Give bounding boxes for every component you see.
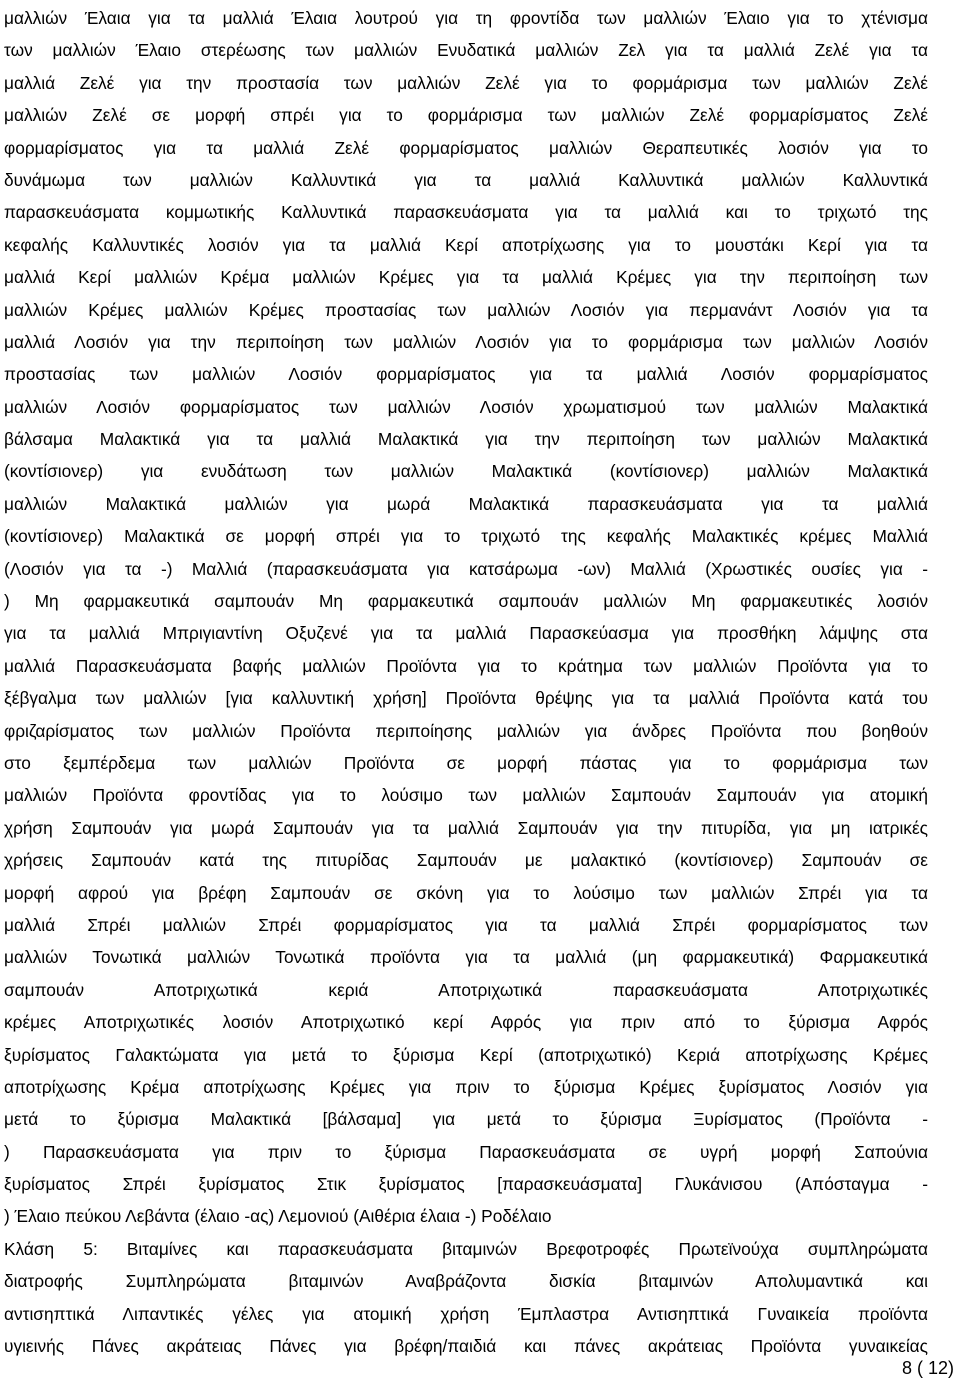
text-line-7: παρασκευάσματα κομμωτικής Καλλυντικά παρασκευάσματα για τα μαλλιά και το τριχωτό της [4, 202, 928, 223]
text-line-36: ) Παρασκευάσματα για πριν το ξύρισμα Παρασκευάσματα σε υγρή μορφή Σαπούνια [4, 1141, 928, 1162]
text-line-30: μαλλιών Τονωτικά μαλλιών Τονωτικά προϊόντα για τα μαλλιά (μη φαρμακευτικά) Φαρμακευτικά [4, 947, 928, 968]
text-line-27: χρήσεις Σαμπουάν κατά της πιτυρίδας Σαμπουάν με μαλακτικό (κοντίσιονερ) Σαμπουάν σε [4, 850, 928, 871]
text-line-28: μορφή αφρού για βρέφη Σαμπουάν σε σκόνη για το λούσιμο των μαλλιών Σπρέι για τα [4, 882, 928, 903]
text-line-4: μαλλιών Ζελέ σε μορφή σπρέι για το φορμάρισμα των μαλλιών Ζελέ φορμαρίσματος Ζελέ [4, 105, 928, 126]
text-line-25: μαλλιών Προϊόντα φροντίδας για το λούσιμο των μαλλιών Σαμπουάν Σαμπουάν για ατομική [4, 785, 928, 806]
text-line-12: προστασίας των μαλλιών Λοσιόν φορμαρίσματος για τα μαλλιά Λοσιόν φορμαρίσματος [4, 364, 928, 385]
text-line-1: μαλλιών Έλαια για τα μαλλιά Έλαια λουτρού για τη φροντίδα των μαλλιών Έλαιο για το χτένισμα [4, 8, 928, 28]
text-line-33: ξυρίσματος Γαλακτώματα για μετά το ξύρισμα Κερί (αποτριχωτικό) Κεριά αποτρίχωσης Κρέμες [4, 1044, 928, 1065]
text-line-14: βάλσαμα Μαλακτικά για τα μαλλιά Μαλακτικά για την περιποίηση των μαλλιών Μαλακτικά [4, 429, 928, 450]
text-line-34: αποτρίχωσης Κρέμα αποτρίχωσης Κρέμες για πριν το ξύρισμα Κρέμες ξυρίσματος Λοσιόν για [4, 1076, 928, 1097]
text-line-13: μαλλιών Λοσιόν φορμαρίσματος των μαλλιών Λοσιόν χρωματισμού των μαλλιών Μαλακτικά [4, 396, 928, 417]
text-line-35: μετά το ξύρισμα Μαλακτικά [βάλσαμα] για μετά το ξύρισμα Ξυρίσματος (Προϊόντα - [4, 1109, 928, 1130]
text-line-42: υγιεινής Πάνες ακράτειας Πάνες για βρέφη/παιδιά και πάνες ακράτειας Προϊόντα γυναικείας [4, 1336, 928, 1357]
text-line-26: χρήση Σαμπουάν για μωρά Σαμπουάν για τα μαλλιά Σαμπουάν για την πιτυρίδα, για μη ιατρικές [4, 817, 928, 838]
text-line-23: φριζαρίσματος των μαλλιών Προϊόντα περιποίησης μαλλιών για άνδρες Προϊόντα που βοηθούν [4, 720, 928, 741]
text-line-10: μαλλιών Κρέμες μαλλιών Κρέμες προστασίας των μαλλιών Λοσιόν για περμανάντ Λοσιόν για τα [4, 299, 928, 320]
text-line-37: ξυρίσματος Σπρέι ξυρίσματος Στικ ξυρίσματος [παρασκευάσματα] Γλυκάνισου (Απόσταγμα - [4, 1174, 928, 1195]
text-line-9: μαλλιά Κερί μαλλιών Κρέμα μαλλιών Κρέμες για τα μαλλιά Κρέμες για την περιποίηση των [4, 267, 928, 288]
text-line-24: στο ξεμπέρδεμα των μαλλιών Προϊόντα σε μορφή πάστας για το φορμάρισμα των [4, 752, 928, 773]
text-line-22: ξέβγαλμα των μαλλιών [για καλλυντική χρήση] Προϊόντα θρέψης για τα μαλλιά Προϊόντα κατά του [4, 688, 928, 709]
text-line-38: ) Έλαιο πεύκου Λεβάντα (έλαιο -ας) Λεμονιού (Αιθέρια έλαια -) Ροδέλαιο [4, 1206, 552, 1227]
text-line-29: μαλλιά Σπρέι μαλλιών Σπρέι φορμαρίσματος για τα μαλλιά Σπρέι φορμαρίσματος των [4, 914, 928, 935]
page-number: 8 ( 12) [901, 1358, 954, 1378]
text-line-3: μαλλιά Ζελέ για την προστασία των μαλλιών Ζελέ για το φορμάρισμα των μαλλιών Ζελέ [4, 72, 928, 93]
text-line-16: μαλλιών Μαλακτικά μαλλιών για μωρά Μαλακτικά παρασκευάσματα για τα μαλλιά [4, 493, 928, 514]
text-line-8: κεφαλής Καλλυντικές λοσιόν για τα μαλλιά Κερί αποτρίχωσης για το μουστάκι Κερί για τα [4, 234, 928, 255]
text-line-11: μαλλιά Λοσιόν για την περιποίηση των μαλλιών Λοσιόν για το φορμάρισμα των μαλλιών Λοσιόν [4, 331, 928, 352]
class-5-heading-line: Κλάση 5: Βιταμίνες και παρασκευάσματα βιταμινών Βρεφοτροφές Πρωτεϊνούχα συμπληρώματα [4, 1238, 928, 1259]
text-line-19: ) Μη φαρμακευτικά σαμπουάν Μη φαρμακευτικά σαμπουάν μαλλιών Μη φαρμακευτικές λοσιόν [4, 591, 928, 612]
text-line-41: αντισηπτικά Λιπαντικές γέλες για ατομική χρήση Έμπλαστρα Αντισηπτικά Γυναικεία προϊόντα [4, 1303, 928, 1324]
document-body [4, 2, 928, 1362]
text-line-17: (κοντίσιονερ) Μαλακτικά σε μορφή σπρέι για το τριχωτό της κεφαλής Μαλακτικές κρέμες Μαλλιά [4, 526, 928, 547]
text-line-20: για τα μαλλιά Μπριγιαντίνη Οξυζενέ για τα μαλλιά Παρασκεύασμα για προσθήκη λάμψης στα [4, 623, 928, 644]
text-line-5: φορμαρίσματος για τα μαλλιά Ζελέ φορμαρίσματος μαλλιών Θεραπευτικές λοσιόν για το [4, 137, 928, 158]
text-line-2: των μαλλιών Έλαιο στερέωσης των μαλλιών Ενυδατικά μαλλιών Ζελ για τα μαλλιά Ζελέ για τα [4, 40, 928, 61]
text-line-32: κρέμες Αποτριχωτικές λοσιόν Αποτριχωτικό κερί Αφρός για πριν από το ξύρισμα Αφρός [4, 1012, 928, 1033]
text-line-21: μαλλιά Παρασκευάσματα βαφής μαλλιών Προϊόντα για το κράτημα των μαλλιών Προϊόντα για το [4, 655, 928, 676]
text-line-18: (Λοσιόν για τα -) Μαλλιά (παρασκευάσματα για κατσάρωμα -ων) Μαλλιά (Χρωστικές ουσίες για - [4, 558, 928, 579]
text-line-15: (κοντίσιονερ) για ενυδάτωση των μαλλιών Μαλακτικά (κοντίσιονερ) μαλλιών Μαλακτικά [4, 461, 928, 482]
text-line-31: σαμπουάν Αποτριχωτικά κεριά Αποτριχωτικά παρασκευάσματα Αποτριχωτικές [4, 979, 928, 1000]
text-line-6: δυνάμωμα των μαλλιών Καλλυντικά για τα μαλλιά Καλλυντικά μαλλιών Καλλυντικά [4, 169, 928, 190]
text-line-40: διατροφής Συμπληρώματα βιταμινών Αναβράζοντα δισκία βιταμινών Απολυμαντικά και [4, 1271, 928, 1292]
